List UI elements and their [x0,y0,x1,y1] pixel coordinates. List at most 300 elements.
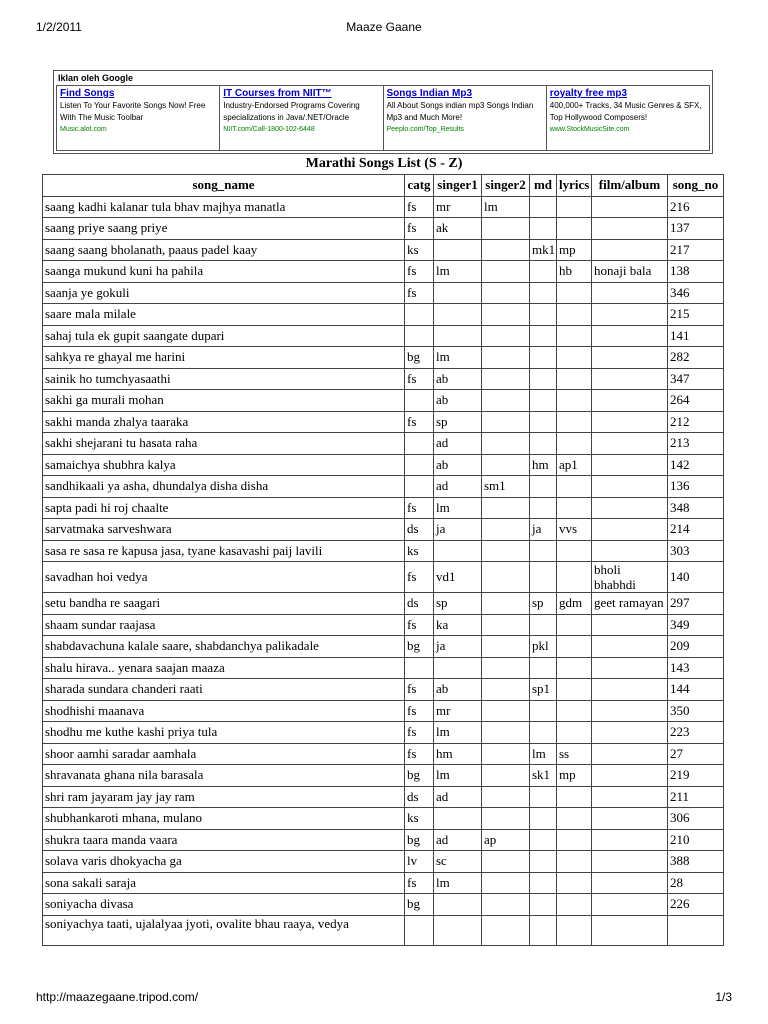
table-cell: saanja ye gokuli [43,282,405,304]
table-cell [592,700,668,722]
table-cell [530,872,557,894]
table-cell: 209 [668,636,724,658]
ad-title-link[interactable]: royalty free mp3 [549,88,628,99]
table-cell: samaichya shubhra kalya [43,454,405,476]
table-row [43,679,724,701]
table-cell: 217 [668,239,724,261]
table-cell [592,433,668,455]
table-cell: sainik ho tumchyasaathi [43,368,405,390]
table-cell: 216 [668,196,724,218]
table-cell: hm [434,743,482,765]
ad-description: All About Songs indian mp3 Songs Indian Mp3 and Much More! [386,101,534,122]
table-cell: 297 [668,593,724,615]
table-cell [557,894,592,916]
table-cell [530,657,557,679]
table-cell [482,851,530,873]
table-cell: hb [557,261,592,283]
table-cell [482,593,530,615]
table-cell: bg [405,636,434,658]
table-cell [557,614,592,636]
table-cell: ab [434,390,482,412]
table-cell: 210 [668,829,724,851]
table-cell [592,765,668,787]
table-cell [592,497,668,519]
table-cell: shukra taara manda vaara [43,829,405,851]
table-cell [592,411,668,433]
table-cell: sm1 [482,476,530,498]
table-cell [557,786,592,808]
table-cell [592,476,668,498]
table-cell: ds [405,593,434,615]
table-cell: vvs [557,519,592,541]
table-cell: 136 [668,476,724,498]
column-header: singer1 [434,175,482,197]
table-cell [482,872,530,894]
table-cell [557,700,592,722]
table-cell: setu bandha re saagari [43,593,405,615]
table-cell: ad [434,476,482,498]
table-cell: 213 [668,433,724,455]
print-header [36,20,732,36]
table-cell [482,261,530,283]
table-cell: lm [434,722,482,744]
column-header: md [530,175,557,197]
table-row [43,593,724,615]
list-title: Marathi Songs List (S - Z) [305,156,463,171]
table-cell: sahkya re ghayal me harini [43,347,405,369]
column-header: film/album [592,175,668,197]
table-row [43,454,724,476]
table-row [43,239,724,261]
table-cell [557,808,592,830]
table-cell: fs [405,218,434,240]
table-cell: ds [405,519,434,541]
table-cell [482,497,530,519]
table-cell: bholi bhabhdi [592,562,668,593]
table-cell [482,636,530,658]
table-cell: lm [482,196,530,218]
table-cell: shaam sundar raajasa [43,614,405,636]
table-cell [592,196,668,218]
table-cell: 350 [668,700,724,722]
table-row [43,743,724,765]
table-cell [482,239,530,261]
google-ads-box [53,70,713,154]
table-cell: mp [557,239,592,261]
table-cell: ds [405,786,434,808]
ad-description: Industry-Endorsed Programs Covering specializations in Java/.NET/Oracle [223,101,360,122]
table-cell [557,347,592,369]
table-cell [530,614,557,636]
table-cell: 223 [668,722,724,744]
table-row [43,700,724,722]
table-cell [592,454,668,476]
table-cell: fs [405,196,434,218]
table-cell [482,390,530,412]
table-cell [592,657,668,679]
table-cell: fs [405,368,434,390]
footer-url: http://maazegaane.tripod.com/ [36,990,199,1004]
table-cell [557,218,592,240]
table-cell [434,657,482,679]
table-cell [434,540,482,562]
table-cell: mk1 [530,239,557,261]
table-cell [557,872,592,894]
table-cell [557,282,592,304]
table-cell: lm [434,765,482,787]
table-cell [530,562,557,593]
table-cell [482,743,530,765]
table-cell [482,411,530,433]
table-cell [530,540,557,562]
table-cell [592,239,668,261]
table-cell [557,497,592,519]
table-cell [482,540,530,562]
table-row [43,497,724,519]
table-cell [530,700,557,722]
table-cell: fs [405,614,434,636]
table-cell [434,894,482,916]
table-cell [530,476,557,498]
table-row [43,347,724,369]
table-cell [530,411,557,433]
table-row [43,722,724,744]
table-cell: saang saang bholanath, paaus padel kaay [43,239,405,261]
table-cell [557,304,592,326]
table-cell: honaji bala [592,261,668,283]
table-row [43,808,724,830]
table-cell: 141 [668,325,724,347]
table-cell [482,679,530,701]
table-cell [557,325,592,347]
table-cell [530,786,557,808]
table-cell: 388 [668,851,724,873]
table-cell [592,743,668,765]
table-cell: sharada sundara chanderi raati [43,679,405,701]
table-cell: ks [405,540,434,562]
table-cell [482,325,530,347]
table-cell: bg [405,894,434,916]
table-row [43,894,724,916]
table-cell [434,808,482,830]
table-cell: sasa re sasa re kapusa jasa, tyane kasavashi paij lavili [43,540,405,562]
table-cell: shodhishi maanava [43,700,405,722]
table-cell [530,808,557,830]
table-cell [482,454,530,476]
ad-url[interactable]: www.StockMusicSite.com [549,126,630,133]
table-cell [557,679,592,701]
table-cell: ja [434,519,482,541]
table-cell [405,454,434,476]
table-cell [592,722,668,744]
table-row [43,614,724,636]
table-cell: fs [405,282,434,304]
table-cell [482,808,530,830]
table-cell: 306 [668,808,724,830]
table-cell: sakhi ga murali mohan [43,390,405,412]
ad-item [384,86,547,150]
table-cell: gdm [557,593,592,615]
ad-url[interactable]: NIIT.com/Call-1800-102-6448 [223,126,315,133]
table-cell: ad [434,433,482,455]
table-cell: shubhankaroti mhana, mulano [43,808,405,830]
table-cell: saanga mukund kuni ha pahila [43,261,405,283]
table-cell [592,218,668,240]
table-cell: ap1 [557,454,592,476]
table-cell: ad [434,786,482,808]
table-row [43,915,724,945]
table-cell [405,915,434,945]
ads-row [56,85,710,151]
table-cell [405,325,434,347]
table-cell [530,390,557,412]
table-row [43,829,724,851]
table-row [43,282,724,304]
table-cell: sp [530,593,557,615]
table-cell [482,915,530,945]
table-cell [482,519,530,541]
table-row [43,476,724,498]
table-row [43,433,724,455]
table-cell: 347 [668,368,724,390]
table-cell [530,261,557,283]
table-cell: bg [405,347,434,369]
table-cell: sk1 [530,765,557,787]
ad-description: Listen To Your Favorite Songs Now! Free With The Music Toolbar [60,101,206,122]
table-row [43,851,724,873]
table-header-row [43,175,724,197]
table-cell: ss [557,743,592,765]
print-footer [36,990,732,1006]
table-cell [482,894,530,916]
table-cell [482,786,530,808]
table-cell: sakhi manda zhalya taaraka [43,411,405,433]
table-cell: 140 [668,562,724,593]
table-cell: ka [434,614,482,636]
table-cell [530,433,557,455]
table-cell [482,614,530,636]
ad-title-link[interactable]: Songs Indian Mp3 [386,88,473,99]
table-cell [434,915,482,945]
table-cell [530,829,557,851]
table-cell: 143 [668,657,724,679]
table-cell [557,636,592,658]
table-cell: saang kadhi kalanar tula bhav majhya manatla [43,196,405,218]
table-row [43,786,724,808]
table-cell: 303 [668,540,724,562]
table-cell [530,368,557,390]
table-cell [557,829,592,851]
table-cell: 214 [668,519,724,541]
table-cell: 346 [668,282,724,304]
ad-url[interactable]: Music.alot.com [60,126,107,133]
table-cell [557,915,592,945]
table-cell [482,433,530,455]
table-row [43,765,724,787]
table-row [43,657,724,679]
table-cell: 212 [668,411,724,433]
page-number: 1/3 [715,990,732,1004]
table-cell [592,915,668,945]
table-cell [530,851,557,873]
table-cell: solava varis dhokyacha ga [43,851,405,873]
table-cell [592,540,668,562]
table-cell [592,282,668,304]
table-cell: saare mala milale [43,304,405,326]
ads-label: Iklan oleh Google [58,73,134,83]
table-cell: 137 [668,218,724,240]
print-page-title: Maaze Gaane [346,20,422,34]
ad-title-link[interactable]: Find Songs [60,88,115,99]
table-cell: shravanata ghana nila barasala [43,765,405,787]
table-cell [557,411,592,433]
table-cell: fs [405,722,434,744]
table-cell [592,368,668,390]
table-cell [530,196,557,218]
table-row [43,519,724,541]
table-cell: sakhi shejarani tu hasata raha [43,433,405,455]
table-cell [592,519,668,541]
table-cell [530,894,557,916]
table-cell [592,636,668,658]
table-cell [592,679,668,701]
table-cell: lm [530,743,557,765]
table-cell: ks [405,808,434,830]
print-date: 1/2/2011 [36,20,82,34]
table-cell [530,915,557,945]
table-row [43,540,724,562]
table-cell [557,540,592,562]
table-cell: mr [434,196,482,218]
table-row [43,562,724,593]
table-cell: fs [405,562,434,593]
table-cell: sapta padi hi roj chaalte [43,497,405,519]
table-cell [557,476,592,498]
table-cell: shodhu me kuthe kashi priya tula [43,722,405,744]
table-cell: fs [405,872,434,894]
table-cell: lm [434,347,482,369]
table-cell: 211 [668,786,724,808]
table-cell [592,347,668,369]
table-cell: 28 [668,872,724,894]
table-cell: sona sakali saraja [43,872,405,894]
table-cell [592,829,668,851]
table-row [43,390,724,412]
table-cell: 226 [668,894,724,916]
ad-url[interactable]: Peeplo.com/Top_Results [386,126,464,133]
table-cell: ja [434,636,482,658]
table-cell: ab [434,679,482,701]
table-cell: lm [434,497,482,519]
table-cell [482,700,530,722]
table-cell: ap [482,829,530,851]
table-row [43,411,724,433]
table-cell [434,304,482,326]
column-header: song_no [668,175,724,197]
table-cell: ad [434,829,482,851]
table-cell: lv [405,851,434,873]
table-cell [557,368,592,390]
table-cell: fs [405,743,434,765]
table-cell: sc [434,851,482,873]
table-cell: sp1 [530,679,557,701]
table-cell: bg [405,765,434,787]
table-cell [530,325,557,347]
table-cell: lm [434,261,482,283]
table-cell [592,786,668,808]
table-cell [530,218,557,240]
table-row [43,304,724,326]
table-cell [668,915,724,945]
table-cell: 142 [668,454,724,476]
table-cell: soniyacha divasa [43,894,405,916]
table-cell [557,390,592,412]
table-cell: vd1 [434,562,482,593]
column-header: lyrics [557,175,592,197]
table-cell [592,325,668,347]
table-cell [557,562,592,593]
column-header: catg [405,175,434,197]
table-cell: 144 [668,679,724,701]
table-cell [405,433,434,455]
table-cell [530,304,557,326]
table-row [43,325,724,347]
table-cell: mp [557,765,592,787]
table-cell [557,851,592,873]
table-cell: shoor aamhi saradar aamhala [43,743,405,765]
table-cell: fs [405,700,434,722]
table-cell: lm [434,872,482,894]
table-cell [482,657,530,679]
songs-table [42,174,724,946]
table-cell [592,894,668,916]
ad-item [220,86,383,150]
table-row [43,261,724,283]
table-cell: ks [405,239,434,261]
ad-item [57,86,220,150]
table-cell [482,368,530,390]
table-cell: sahaj tula ek gupit saangate dupari [43,325,405,347]
table-cell [482,282,530,304]
table-cell: ab [434,368,482,390]
table-cell: bg [405,829,434,851]
table-cell: 138 [668,261,724,283]
table-cell: sarvatmaka sarveshwara [43,519,405,541]
table-cell: ab [434,454,482,476]
table-cell: fs [405,411,434,433]
table-cell: shalu hirava.. yenara saajan maaza [43,657,405,679]
table-cell [482,347,530,369]
table-cell: soniyachya taati, ujalalyaa jyoti, ovalite bhau raaya, vedya [43,915,405,945]
table-row [43,872,724,894]
table-cell [557,196,592,218]
table-cell: shri ram jayaram jay jay ram [43,786,405,808]
table-cell: pkl [530,636,557,658]
table-cell [592,808,668,830]
table-cell [482,765,530,787]
ad-title-link[interactable]: IT Courses from NIIT™ [223,88,332,99]
table-cell [530,347,557,369]
table-row [43,368,724,390]
table-cell: mr [434,700,482,722]
table-cell: geet ramayan [592,593,668,615]
table-cell [592,390,668,412]
column-header: singer2 [482,175,530,197]
table-cell: 349 [668,614,724,636]
table-cell: 264 [668,390,724,412]
table-cell: 27 [668,743,724,765]
table-cell [434,239,482,261]
